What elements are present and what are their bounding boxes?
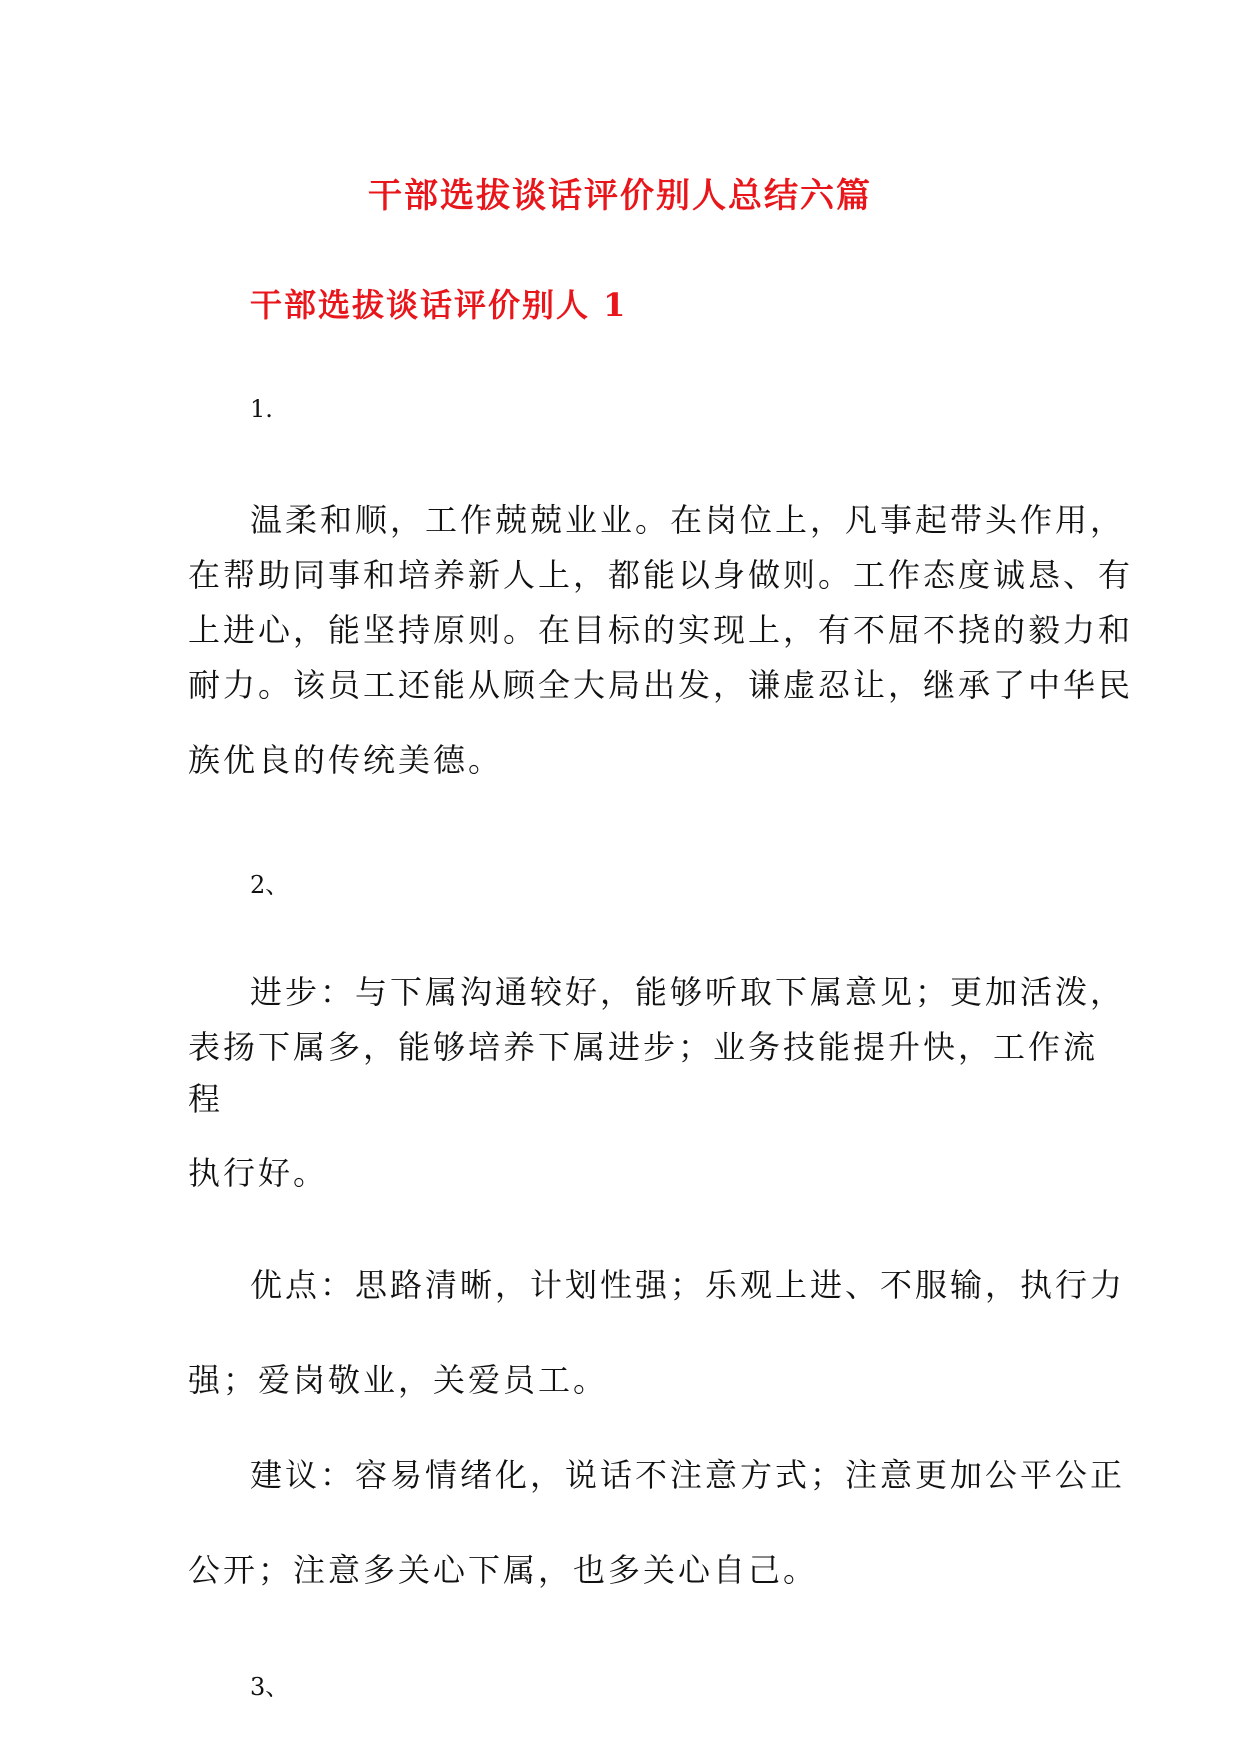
paragraph-line: 执行好。: [188, 1154, 329, 1192]
document-title: 干部选拔谈话评价别人总结六篇: [368, 176, 872, 216]
paragraph-line: 耐力。该员工还能从顾全大局出发，谦虚忍让，继承了中华民: [188, 666, 1134, 704]
item-marker-2: 2、: [250, 871, 290, 899]
paragraph-line: 公开；注意多关心下属，也多关心自己。: [188, 1551, 819, 1589]
paragraph-line: 优点：思路清晰，计划性强；乐观上进、不服输，执行力: [250, 1266, 1126, 1304]
section-heading: 干部选拔谈话评价别人 1: [250, 286, 628, 324]
paragraph-line: 温柔和顺，工作兢兢业业。在岗位上，凡事起带头作用，: [250, 501, 1126, 539]
paragraph-line: 进步：与下属沟通较好，能够听取下属意见；更加活泼，: [250, 973, 1126, 1011]
item-marker-3: 3、: [250, 1673, 290, 1701]
item-marker-1: 1.: [250, 395, 273, 423]
paragraph-line: 强；爱岗敬业，关爱员工。: [188, 1361, 609, 1399]
paragraph-line: 上进心，能坚持原则。在目标的实现上，有不屈不挠的毅力和: [188, 611, 1134, 649]
paragraph-line: 建议：容易情绪化，说话不注意方式；注意更加公平公正: [250, 1456, 1126, 1494]
paragraph-line: 族优良的传统美德。: [188, 741, 504, 779]
paragraph-line: 程: [188, 1080, 224, 1118]
paragraph-line: 表扬下属多，能够培养下属进步；业务技能提升快，工作流: [188, 1028, 1099, 1066]
paragraph-line: 在帮助同事和培养新人上，都能以身做则。工作态度诚恳、有: [188, 556, 1134, 594]
